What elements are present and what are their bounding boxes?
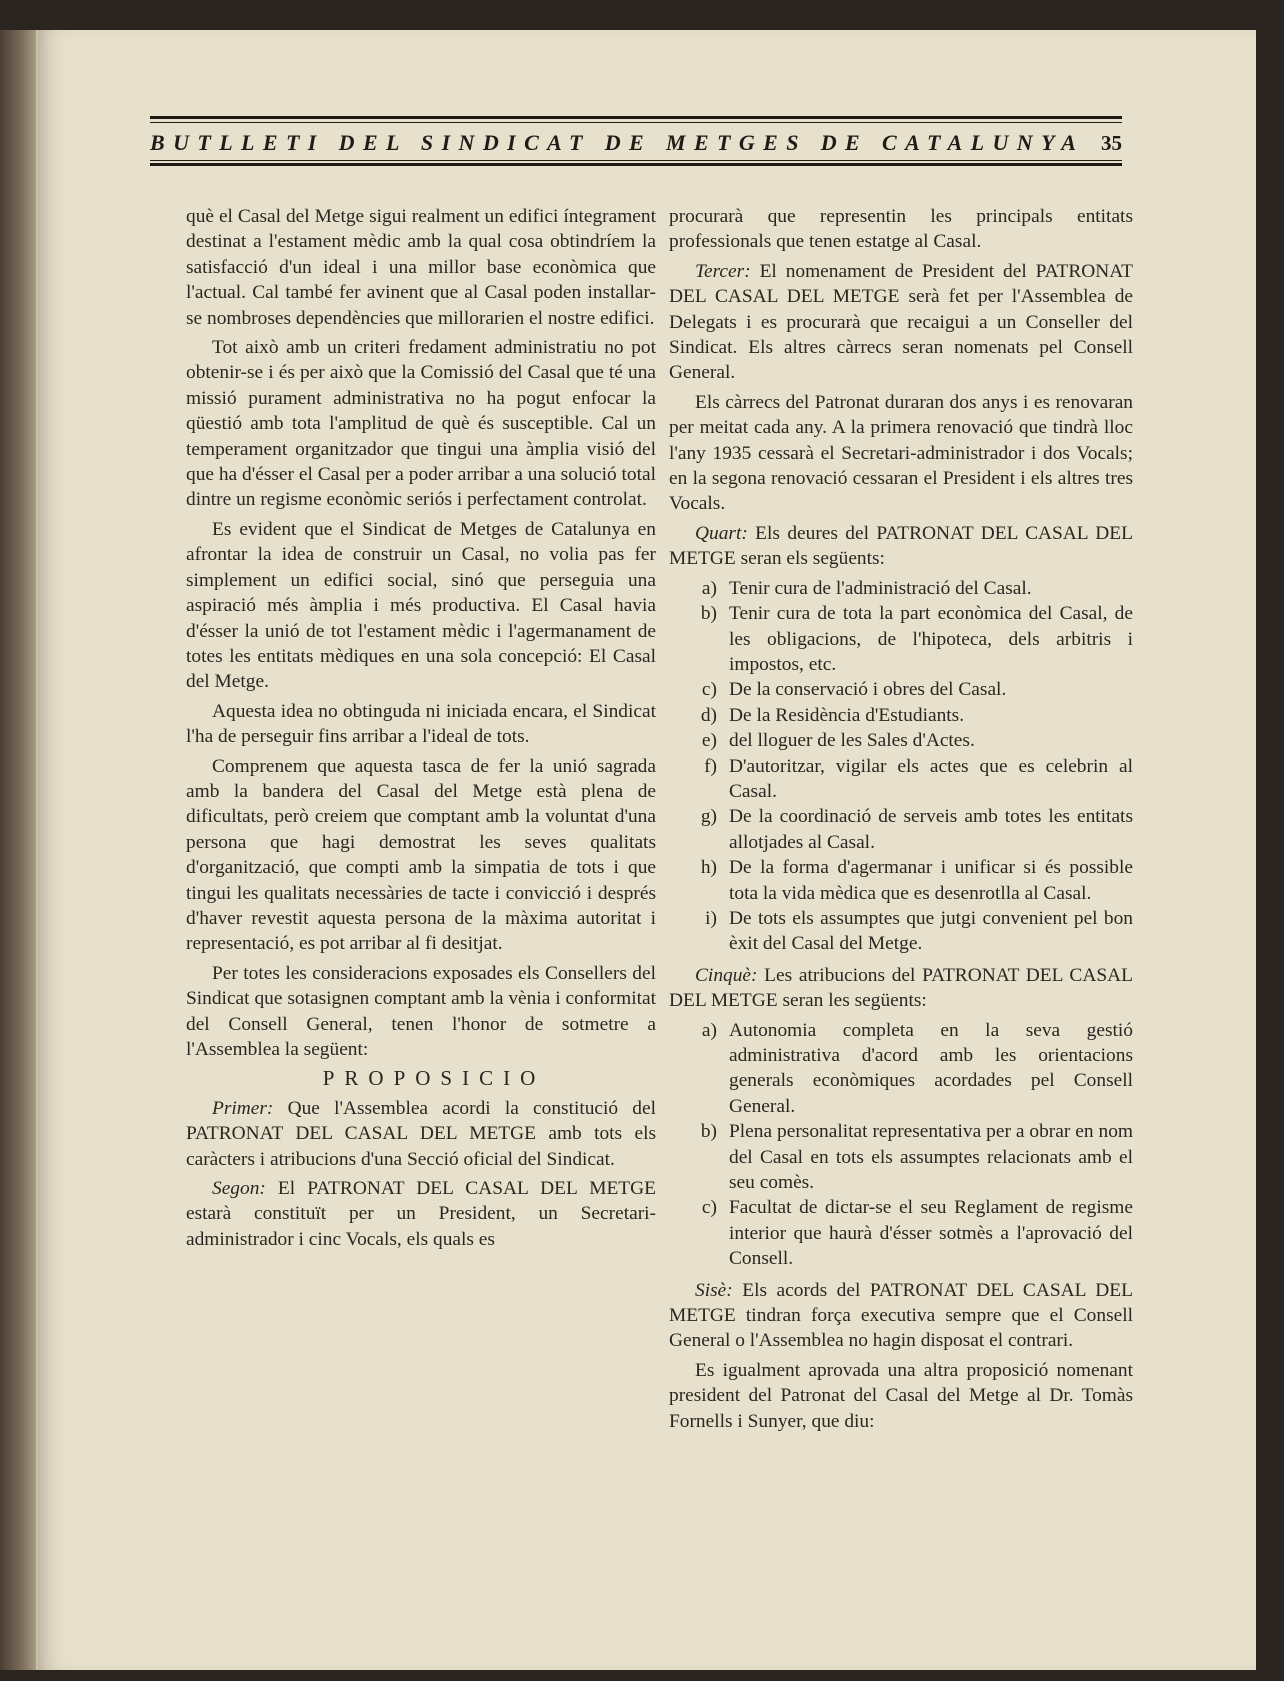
item-lead: Segon: [212, 1178, 266, 1200]
list-item [669, 906, 1133, 957]
right-column [669, 204, 1133, 1438]
list-text: De la Residència d'Estudiants. [729, 704, 965, 726]
item-text: Que l'Assemblea acordi la constitució del PATRONAT DEL CASAL DEL METGE amb tots els caràcters i atribucions d'una Secció oficial del Sindicat. [186, 1097, 656, 1170]
list-marker: c) [701, 679, 717, 701]
list-marker: i) [705, 907, 717, 929]
paragraph: Es igualment aprovada una altra proposició nomenant president del Patronat del Casal del Metge al Dr. Tomàs Fornells i Sunyer, que diu: [669, 1359, 1133, 1432]
proposition-sise [669, 1278, 1133, 1354]
list-text: Autonomia completa en la seva gestió administrativa d'acord amb les orientacions generals econòmiques acordades pel Consell General. [729, 1019, 1133, 1117]
header-rule-top [150, 116, 1122, 119]
paragraph: Tot això amb un criteri fredament administratiu no pot obtenir-se i és per això que la Comissió del Casal que té una missió purament administrativa no ha pogut enfocar la qüestió amb tota l'amplitud de què és susceptible. Cal un temperament organitzador que tingui una àmplia visió del que ha d'ésser el Casal per a poder arribar a una solució total dintre un regisme econòmic seriós i perfectament controlat. [186, 337, 656, 511]
item-lead: Cinquè: [695, 964, 758, 986]
powers-list [669, 1018, 1133, 1272]
list-text: De la forma d'agermanar i unificar si és possible tota la vida mèdica que es desenrotlla al Casal. [729, 857, 1133, 904]
list-marker: h) [700, 857, 717, 879]
left-column [186, 204, 656, 1256]
list-item [669, 728, 1133, 753]
list-marker: f) [704, 755, 717, 777]
header-rule-top-thin [150, 122, 1122, 123]
item-text: El PATRONAT DEL CASAL DEL METGE estarà constituït per un President, un Secretari-administrador i cinc Vocals, els quals es [186, 1178, 656, 1250]
list-item [669, 804, 1133, 855]
duties-list [669, 576, 1133, 957]
list-text: Tenir cura de tota la part econòmica del Casal, de les obligacions, de l'hipoteca, dels arbitris i impostos, etc. [729, 603, 1133, 675]
proposition-cinque [669, 963, 1133, 1014]
item-text: Els deures del PATRONAT DEL CASAL DEL METGE seran els següents: [669, 522, 1133, 570]
paragraph: Aquesta idea no obtinguda ni iniciada encara, el Sindicat l'ha de perseguir fins arribar a l'ideal de tots. [186, 700, 656, 748]
list-marker: a) [701, 577, 717, 599]
list-text: del lloguer de les Sales d'Actes. [729, 730, 975, 752]
list-item [669, 601, 1133, 677]
list-text: Facultat de dictar-se el seu Reglament de regisme interior que haurà d'ésser sotmès a l'aprovació del Consell. [729, 1197, 1133, 1270]
list-marker: a) [701, 1019, 717, 1041]
proposition-segon [186, 1176, 656, 1252]
paragraph: Per totes les consideracions exposades els Consellers del Sindicat que sotasignen comptant amb la vènia i conformitat del Consell General, tenen l'honor de sotmetre a l'Assemblea la següent: [186, 962, 656, 1060]
list-item [669, 1119, 1133, 1195]
section-heading: PROPOSICIO [322, 1066, 546, 1091]
list-item [669, 677, 1133, 702]
item-text: Les atribucions del PATRONAT DEL CASAL DEL METGE seran les següents: [669, 964, 1133, 1012]
list-text: D'autoritzar, vigilar els actes que es celebrin al Casal. [729, 755, 1133, 802]
list-item [669, 754, 1133, 805]
list-marker: e) [701, 730, 717, 752]
list-text: De la coordinació de serveis amb totes les entitats allotjades al Casal. [729, 806, 1133, 853]
list-marker: d) [700, 704, 717, 726]
list-text: Tenir cura de l'administració del Casal. [729, 577, 1032, 599]
list-item [669, 855, 1133, 906]
item-lead: Quart: [695, 522, 748, 544]
header-rule-bottom [150, 163, 1122, 166]
list-text: De la conservació i obres del Casal. [729, 679, 1007, 701]
book-gutter [0, 30, 36, 1670]
list-marker: b) [700, 1121, 717, 1143]
list-item [669, 576, 1133, 601]
list-item [669, 703, 1133, 728]
list-text: De tots els assumptes que jutgi convenient pel bon èxit del Casal del Metge. [729, 907, 1133, 955]
list-item [669, 1018, 1133, 1120]
paragraph: procurarà que representin les principals entitats professionals que tenen estatge al Casal. [669, 206, 1133, 253]
paragraph: què el Casal del Metge sigui realment un edifici íntegrament destinat a l'estament mèdic amb la qual cosa obtindríem la satisfacció d'un ideal i una millor base econòmica que l'actual. Cal també fer avinent que al Casal poden installar-se nombroses dependències que millorarien el nostre edifici. [186, 206, 656, 329]
proposition-primer [186, 1096, 656, 1172]
paragraph: Els càrrecs del Patronat duraran dos anys i es renovaran per meitat cada any. A la primera renovació que tindrà lloc l'any 1935 cessarà el Secretari-administrador i dos Vocals; en la segona renovació cessaran el President i els altres tres Vocals. [669, 391, 1133, 515]
paragraph: Es evident que el Sindicat de Metges de Catalunya en afrontar la idea de construir un Casal, no volia pas fer simplement un edifici social, sinó que perseguia una aspiració més àmplia i més productiva. El Casal havia d'ésser la unió de tot l'estament mèdic i l'agermanament de totes les entitats mèdiques en una sola concepció: El Casal del Metge. [186, 518, 656, 693]
running-header [150, 130, 1122, 158]
page-number: 35 [1101, 131, 1122, 155]
list-marker: b) [700, 603, 717, 625]
item-lead: Sisè: [695, 1279, 733, 1301]
list-marker: c) [701, 1197, 717, 1219]
proposition-quart [669, 521, 1133, 572]
item-text: Els acords del PATRONAT DEL CASAL DEL METGE tindran força executiva sempre que el Consell General o l'Assemblea no hagin disposat el contrari. [669, 1279, 1133, 1352]
list-text: Plena personalitat representativa per a obrar en nom del Casal en tots els assumptes relacionats amb el seu comès. [729, 1121, 1133, 1194]
list-item [669, 1195, 1133, 1271]
item-lead: Tercer: [695, 260, 751, 282]
proposition-tercer [669, 259, 1133, 386]
item-lead: Primer: [212, 1097, 274, 1119]
journal-title: BUTLLETI DEL SINDICAT DE METGES DE CATALUNYA [150, 130, 1085, 155]
paragraph: Comprenem que aquesta tasca de fer la unió sagrada amb la bandera del Casal del Metge està plena de dificultats, però creiem que comptant amb la voluntat d'una persona que hagi demostrat les seves qualitats d'organització, que compti amb la simpatia de tots i que tingui les qualitats necessàries de tacte i convicció i després d'haver revestit aquesta persona de la màxima autoritat i representació, es pot arribar al fi desitjat. [186, 755, 656, 955]
list-marker: g) [700, 806, 717, 828]
header-rule-bottom-thin [150, 160, 1122, 161]
item-text: El nomenament de President del PATRONAT DEL CASAL DEL METGE serà fet per l'Assemblea de Delegats i es procurarà que recaigui a un Conseller del Sindicat. Els altres càrrecs seran nomenats pel Consell General. [669, 260, 1133, 384]
